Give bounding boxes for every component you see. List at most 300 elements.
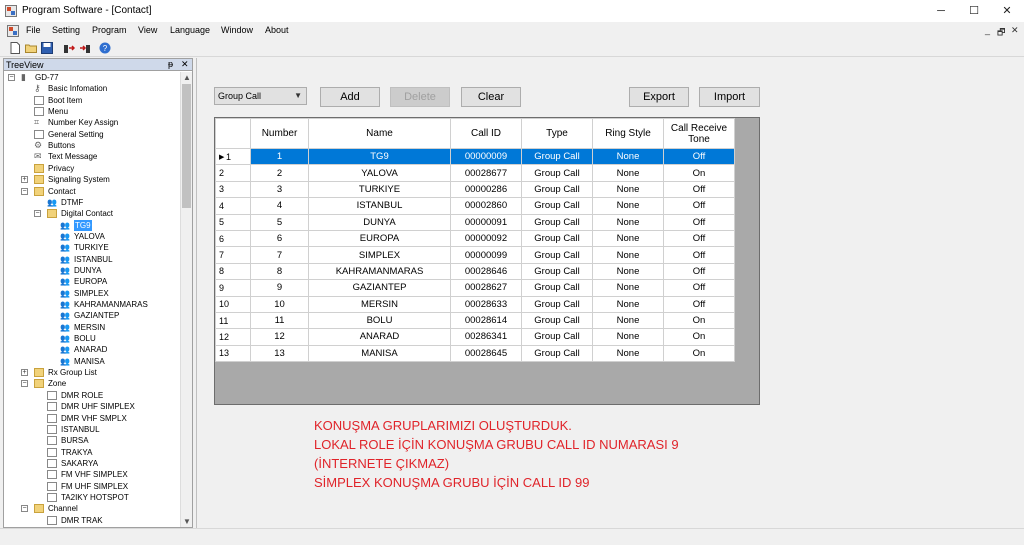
row-header[interactable]	[216, 214, 251, 230]
tree-node[interactable]	[4, 174, 180, 185]
collapse-icon[interactable]: −	[22, 187, 27, 195]
tree-node[interactable]	[4, 344, 180, 355]
tree-node-label: TG9	[75, 220, 91, 230]
page-icon	[47, 402, 57, 411]
tree-node[interactable]	[4, 265, 180, 276]
tree-node-label: Rx Group List	[48, 368, 97, 378]
mdi-restore-button[interactable]: 🗗	[997, 27, 1006, 37]
tree-node-label: Signaling System	[48, 175, 110, 185]
tree-node[interactable]	[4, 515, 180, 526]
title-bar[interactable]	[0, 0, 1024, 22]
cell-name[interactable]: TG9	[309, 149, 451, 165]
cell-call-id[interactable]: 00000286	[451, 181, 522, 197]
row-header[interactable]	[216, 280, 251, 296]
cell-number[interactable]: 9	[251, 280, 309, 296]
tree-node-label: TURKIYE	[74, 243, 109, 253]
row-index: 1	[226, 151, 232, 162]
tree-node[interactable]	[4, 151, 180, 162]
write-to-radio-icon[interactable]	[79, 42, 91, 54]
call-type-select[interactable]	[214, 87, 307, 105]
menu-window[interactable]: Window	[221, 25, 254, 35]
scroll-down-icon[interactable]: ▼	[183, 517, 191, 526]
table-row[interactable]	[216, 296, 735, 312]
folder-icon	[34, 504, 44, 513]
tree-node-label: Digital Contact	[61, 209, 114, 219]
tree-node-label: Zone	[48, 379, 67, 389]
contact-editor	[196, 58, 1022, 528]
page-icon	[34, 130, 44, 139]
cell-name[interactable]: GAZIANTEP	[309, 280, 451, 296]
table-row[interactable]	[216, 214, 735, 230]
table-row[interactable]	[216, 280, 735, 296]
cell-ring-style[interactable]: None	[593, 280, 664, 296]
annotation-line: (İNTERNETE ÇIKMAZ)	[314, 456, 450, 471]
cell-type[interactable]: Group Call	[522, 263, 593, 279]
cell-number[interactable]: 7	[251, 247, 309, 263]
tree-node[interactable]	[4, 83, 180, 94]
app-icon	[5, 5, 17, 17]
cell-call-receive-tone[interactable]: On	[664, 345, 735, 361]
tree-node-label: DMR TRAK	[61, 515, 103, 525]
cell-ring-style[interactable]: None	[593, 181, 664, 197]
cell-type[interactable]: Group Call	[522, 296, 593, 312]
tree-node[interactable]	[4, 356, 180, 367]
tree-node[interactable]	[4, 220, 180, 231]
tree-node-label: MERSIN	[74, 322, 106, 332]
row-index: 5	[219, 217, 225, 228]
people-icon: 👥	[60, 288, 70, 298]
current-row-arrow-icon: ▶	[219, 154, 225, 161]
cell-type[interactable]: Group Call	[522, 345, 593, 361]
scroll-up-icon[interactable]: ▲	[183, 73, 191, 82]
svg-text:?: ?	[102, 44, 108, 53]
column-header-name[interactable]: Name	[309, 119, 451, 149]
tree-node[interactable]	[4, 322, 180, 333]
tree-node-label: DTMF	[61, 197, 84, 207]
tree-node-label: Channel	[48, 504, 78, 514]
people-icon: 👥	[60, 243, 70, 253]
people-icon: 👥	[60, 322, 70, 332]
row-index: 6	[219, 233, 225, 244]
tree-node[interactable]	[4, 231, 180, 242]
tree-node-label: DMR VHF SMPLX	[61, 413, 127, 423]
cell-call-receive-tone[interactable]: Off	[664, 214, 735, 230]
cell-name[interactable]: YALOVA	[309, 165, 451, 181]
row-header[interactable]	[216, 345, 251, 361]
tree-node[interactable]	[4, 401, 180, 412]
tree-node-label: KAHRAMANMARAS	[74, 300, 148, 309]
row-index: 12	[219, 331, 230, 342]
column-header-ring-style[interactable]: Ring Style	[593, 119, 664, 149]
cell-number[interactable]: 10	[251, 296, 309, 312]
cell-ring-style[interactable]: None	[593, 345, 664, 361]
tree-node-label: FM UHF SIMPLEX	[61, 481, 129, 491]
page-icon	[47, 482, 57, 491]
people-icon: 👥	[60, 356, 70, 366]
table-row[interactable]	[216, 263, 735, 279]
cell-type[interactable]: Group Call	[522, 149, 593, 165]
tree-node-label: Menu	[48, 107, 69, 117]
cell-number[interactable]: 3	[251, 181, 309, 197]
tree-node[interactable]	[4, 378, 180, 389]
tree-scrollbar[interactable]	[180, 72, 192, 527]
collapse-icon[interactable]: −	[9, 74, 14, 81]
menu-language[interactable]: Language	[170, 25, 211, 35]
panel-close-icon[interactable]: ✕	[181, 59, 189, 69]
people-icon: 👥	[60, 277, 70, 287]
tree-node-label: MANISA	[74, 356, 105, 366]
folder-icon	[34, 368, 44, 377]
cell-type[interactable]: Group Call	[522, 312, 593, 328]
tree-node[interactable]	[4, 140, 180, 151]
cell-ring-style[interactable]: None	[593, 329, 664, 345]
cell-call-receive-tone[interactable]: On	[664, 312, 735, 328]
collapse-icon[interactable]: −	[22, 380, 27, 388]
tree-node-label: Boot Item	[48, 95, 83, 105]
table-row[interactable]	[216, 345, 735, 361]
cell-number[interactable]: 2	[251, 165, 309, 181]
cell-number[interactable]: 11	[251, 312, 309, 328]
menu-view[interactable]: View	[138, 25, 158, 35]
cell-call-id[interactable]: 00000091	[451, 214, 522, 230]
cell-number[interactable]: 5	[251, 214, 309, 230]
tree-node[interactable]	[4, 106, 180, 117]
tree-node[interactable]	[4, 254, 180, 265]
expand-icon[interactable]: +	[22, 369, 27, 377]
people-icon: 👥	[60, 311, 70, 321]
tree-node[interactable]	[4, 390, 180, 401]
tree-node[interactable]	[4, 333, 180, 344]
tree-node-label: EUROPA	[74, 277, 108, 287]
menu-setting[interactable]: Setting	[52, 25, 81, 35]
cell-call-id[interactable]: 00002860	[451, 198, 522, 214]
contact-grid	[214, 117, 760, 405]
tree-node[interactable]	[4, 197, 180, 208]
tree-node[interactable]	[4, 72, 180, 83]
tree-node[interactable]	[4, 129, 180, 140]
tree-node-label: Number Key Assign	[48, 118, 119, 128]
tree-node-label: YALOVA	[74, 231, 105, 241]
annotation-line: SİMPLEX KONUŞMA GRUBU İÇİN CALL ID 99	[314, 475, 590, 490]
cell-call-receive-tone[interactable]: Off	[664, 198, 735, 214]
page-icon	[47, 414, 57, 423]
cell-ring-style[interactable]: None	[593, 312, 664, 328]
cell-number[interactable]: 8	[251, 263, 309, 279]
tree-node-label: Text Message	[48, 152, 98, 162]
tree-node-label: FM VHF SIMPLEX	[61, 470, 128, 480]
column-header-call-id[interactable]: Call ID	[451, 119, 522, 149]
cell-type[interactable]: Group Call	[522, 181, 593, 197]
radio-icon: ▮	[21, 72, 26, 82]
row-header[interactable]	[216, 296, 251, 312]
page-icon	[34, 107, 44, 116]
chevron-down-icon: ▼	[294, 91, 302, 100]
people-icon: 👥	[60, 345, 70, 355]
window-title: Program Software - [Contact]	[22, 5, 152, 16]
people-icon: 👥	[47, 197, 57, 207]
cell-number[interactable]: 4	[251, 198, 309, 214]
page-icon	[47, 391, 57, 400]
tree-node[interactable]	[4, 95, 180, 106]
tree-node[interactable]	[4, 117, 180, 128]
pin-icon[interactable]: ᵽ	[168, 59, 174, 69]
table-row[interactable]	[216, 329, 735, 345]
scroll-thumb[interactable]	[182, 84, 191, 208]
page-icon	[47, 425, 57, 434]
row-header[interactable]	[216, 329, 251, 345]
cell-call-receive-tone[interactable]: Off	[664, 296, 735, 312]
tree-node-label: GAZIANTEP	[74, 311, 120, 321]
row-index: 9	[219, 282, 225, 293]
row-index: 7	[219, 250, 225, 261]
cell-ring-style[interactable]: None	[593, 198, 664, 214]
tree-node-label: SIMPLEX	[74, 288, 109, 298]
cell-call-id[interactable]: 00000092	[451, 230, 522, 246]
table-row[interactable]	[216, 181, 735, 197]
cell-call-receive-tone[interactable]: Off	[664, 149, 735, 165]
cell-type[interactable]: Group Call	[522, 230, 593, 246]
cell-call-receive-tone[interactable]: Off	[664, 263, 735, 279]
row-header-corner	[216, 119, 251, 149]
row-header[interactable]	[216, 230, 251, 246]
table-row[interactable]	[216, 247, 735, 263]
page-icon	[47, 493, 57, 502]
cell-call-receive-tone[interactable]: Off	[664, 181, 735, 197]
menu-bar	[0, 22, 1024, 40]
cell-number[interactable]: 6	[251, 230, 309, 246]
tree-node[interactable]	[4, 435, 180, 446]
tree-node[interactable]	[4, 186, 180, 197]
row-index: 4	[219, 200, 225, 211]
cell-name[interactable]: KAHRAMANMARAS	[309, 263, 451, 279]
read-from-radio-icon[interactable]	[63, 42, 75, 54]
table-row[interactable]	[216, 230, 735, 246]
cell-call-id[interactable]: 00028633	[451, 296, 522, 312]
treeview-panel	[3, 58, 193, 528]
tree-node-label: General Setting	[48, 129, 104, 139]
menu-program[interactable]: Program	[92, 25, 127, 35]
tree-node-label: Buttons	[48, 141, 76, 151]
cell-type[interactable]: Group Call	[522, 165, 593, 181]
page-icon	[47, 436, 57, 445]
tree-node[interactable]	[4, 492, 180, 503]
cell-ring-style[interactable]: None	[593, 165, 664, 181]
cell-ring-style[interactable]: None	[593, 214, 664, 230]
add-button[interactable]: Add	[320, 87, 380, 107]
column-header-call-receive-tone[interactable]: Call Receive Tone	[664, 119, 735, 149]
export-button[interactable]: Export	[629, 87, 689, 107]
cell-type[interactable]: Group Call	[522, 198, 593, 214]
row-header[interactable]	[216, 263, 251, 279]
annotation-line: KONUŞMA GRUPLARIMIZI OLUŞTURDUK.	[314, 418, 572, 433]
column-header-number[interactable]: Number	[251, 119, 309, 149]
cell-number[interactable]: 13	[251, 345, 309, 361]
cell-name[interactable]: BOLU	[309, 312, 451, 328]
cell-name[interactable]: SIMPLEX	[309, 247, 451, 263]
menu-about[interactable]: About	[265, 25, 289, 35]
new-file-icon[interactable]	[9, 42, 21, 54]
page-icon	[34, 96, 44, 105]
cell-number[interactable]: 12	[251, 329, 309, 345]
delete-button[interactable]: Delete	[390, 87, 450, 107]
cell-number[interactable]: 1	[251, 149, 309, 165]
cell-call-id[interactable]: 00028677	[451, 165, 522, 181]
folder-icon	[47, 209, 57, 218]
tree-node[interactable]	[4, 367, 180, 378]
cell-name[interactable]: DUNYA	[309, 214, 451, 230]
cell-name[interactable]: MERSIN	[309, 296, 451, 312]
tree-node-label: Contact	[48, 186, 76, 196]
cell-call-receive-tone[interactable]: Off	[664, 247, 735, 263]
cell-call-receive-tone[interactable]: On	[664, 329, 735, 345]
maximize-button[interactable]: ☐	[969, 5, 979, 17]
envelope-icon: ✉	[34, 151, 42, 162]
people-icon: 👥	[60, 220, 70, 230]
row-header[interactable]	[216, 312, 251, 328]
page-icon	[47, 516, 57, 525]
people-icon: 👥	[60, 300, 70, 309]
cell-call-id[interactable]: 00000009	[451, 149, 522, 165]
cell-call-receive-tone[interactable]: On	[664, 165, 735, 181]
tree-node[interactable]	[4, 413, 180, 424]
cell-call-id[interactable]: 00028646	[451, 263, 522, 279]
help-icon[interactable]	[99, 42, 111, 54]
row-index: 3	[219, 184, 225, 195]
table-row[interactable]	[216, 312, 735, 328]
row-index: 10	[219, 299, 230, 310]
key-icon: ⚷	[34, 83, 41, 94]
tree-node[interactable]	[4, 288, 180, 299]
tree-node[interactable]	[4, 208, 180, 219]
folder-icon	[34, 187, 44, 196]
keypad-icon: ⌗	[34, 117, 40, 128]
treeview-title: TreeView	[6, 60, 44, 70]
people-icon: 👥	[60, 254, 70, 264]
cell-call-id[interactable]: 00286341	[451, 329, 522, 345]
collapse-icon[interactable]: −	[35, 210, 40, 218]
grid-body	[216, 149, 735, 362]
import-button[interactable]: Import	[699, 87, 760, 107]
tree-node[interactable]	[4, 447, 180, 458]
cell-name[interactable]: EUROPA	[309, 230, 451, 246]
table-row[interactable]	[216, 149, 735, 165]
tree-node[interactable]	[4, 481, 180, 492]
column-header-type[interactable]: Type	[522, 119, 593, 149]
clear-button[interactable]: Clear	[461, 87, 521, 107]
cell-type[interactable]: Group Call	[522, 280, 593, 296]
tree-node-label: DMR ROLE	[61, 390, 104, 400]
tree-node-label: SAKARYA	[61, 458, 99, 468]
cell-ring-style[interactable]: None	[593, 296, 664, 312]
cell-ring-style[interactable]: None	[593, 149, 664, 165]
tree-node-label: BOLU	[74, 334, 96, 344]
row-header[interactable]	[216, 165, 251, 181]
row-index: 11	[219, 315, 229, 326]
tree-node[interactable]	[4, 458, 180, 469]
tree-node-label: DUNYA	[74, 265, 102, 275]
tree-node-label: TRAKYA	[61, 447, 93, 457]
annotation-text	[314, 416, 754, 492]
row-index: 2	[219, 168, 225, 179]
folder-icon	[34, 164, 44, 173]
cell-ring-style[interactable]: None	[593, 263, 664, 279]
folder-icon	[34, 175, 44, 184]
cell-name[interactable]: ANARAD	[309, 329, 451, 345]
status-strip	[0, 528, 1024, 545]
annotation-line: LOKAL ROLE İÇİN KONUŞMA GRUBU CALL ID NUMARASI 9	[314, 437, 679, 452]
row-index: 13	[219, 348, 230, 359]
mdi-close-button[interactable]: ✕	[1011, 25, 1019, 35]
mdi-minimize-button[interactable]: _	[985, 25, 991, 35]
cell-type[interactable]: Group Call	[522, 329, 593, 345]
tree-node[interactable]	[4, 276, 180, 287]
tree	[4, 72, 180, 527]
tree-node[interactable]	[4, 299, 180, 310]
tree-node[interactable]	[4, 503, 180, 514]
cell-call-receive-tone[interactable]: Off	[664, 230, 735, 246]
cell-type[interactable]: Group Call	[522, 247, 593, 263]
gear-icon: ⚙	[34, 140, 43, 151]
contact-table	[215, 118, 735, 362]
cell-call-id[interactable]: 00028627	[451, 280, 522, 296]
tree-node[interactable]	[4, 242, 180, 253]
row-header[interactable]	[216, 181, 251, 197]
page-icon	[47, 448, 57, 457]
people-icon: 👥	[60, 265, 70, 275]
cell-call-receive-tone[interactable]: Off	[664, 280, 735, 296]
people-icon: 👥	[60, 334, 70, 344]
collapse-icon[interactable]: −	[22, 505, 27, 513]
cell-name[interactable]: TURKIYE	[309, 181, 451, 197]
tree-node[interactable]	[4, 424, 180, 435]
tree-node-label: ANARAD	[74, 345, 108, 355]
table-row[interactable]	[216, 198, 735, 214]
row-index: 8	[219, 266, 225, 277]
tree-node-label: ISTANBUL	[74, 254, 113, 264]
grid-header-row	[216, 119, 735, 149]
tree-node[interactable]	[4, 163, 180, 174]
menu-file[interactable]: File	[26, 25, 41, 35]
cell-call-id[interactable]: 00000099	[451, 247, 522, 263]
row-header[interactable]	[216, 149, 251, 165]
row-header[interactable]	[216, 198, 251, 214]
tree-node-label: ISTANBUL	[61, 424, 100, 434]
tree-node-label: Basic Infomation	[48, 84, 108, 94]
save-icon[interactable]	[41, 42, 53, 54]
cell-call-id[interactable]: 00028645	[451, 345, 522, 361]
cell-name[interactable]: MANISA	[309, 345, 451, 361]
mdi-child-icon[interactable]	[7, 25, 19, 37]
table-row[interactable]	[216, 165, 735, 181]
cell-ring-style[interactable]: None	[593, 247, 664, 263]
open-folder-icon[interactable]	[25, 42, 37, 54]
tree-node-label: GD-77	[35, 73, 59, 82]
tree-node-label: TA2IKY HOTSPOT	[61, 492, 129, 502]
cell-type[interactable]: Group Call	[522, 214, 593, 230]
expand-icon[interactable]: +	[22, 176, 27, 184]
cell-name[interactable]: ISTANBUL	[309, 198, 451, 214]
tree-node[interactable]	[4, 469, 180, 480]
close-button[interactable]: ✕	[1002, 5, 1012, 17]
row-header[interactable]	[216, 247, 251, 263]
page-icon	[47, 470, 57, 479]
treeview-header	[4, 59, 192, 71]
cell-call-id[interactable]: 00028614	[451, 312, 522, 328]
cell-ring-style[interactable]: None	[593, 230, 664, 246]
tree-node-label: DMR UHF SIMPLEX	[61, 402, 135, 412]
tree-node[interactable]	[4, 310, 180, 321]
minimize-button[interactable]: ─	[937, 5, 945, 17]
